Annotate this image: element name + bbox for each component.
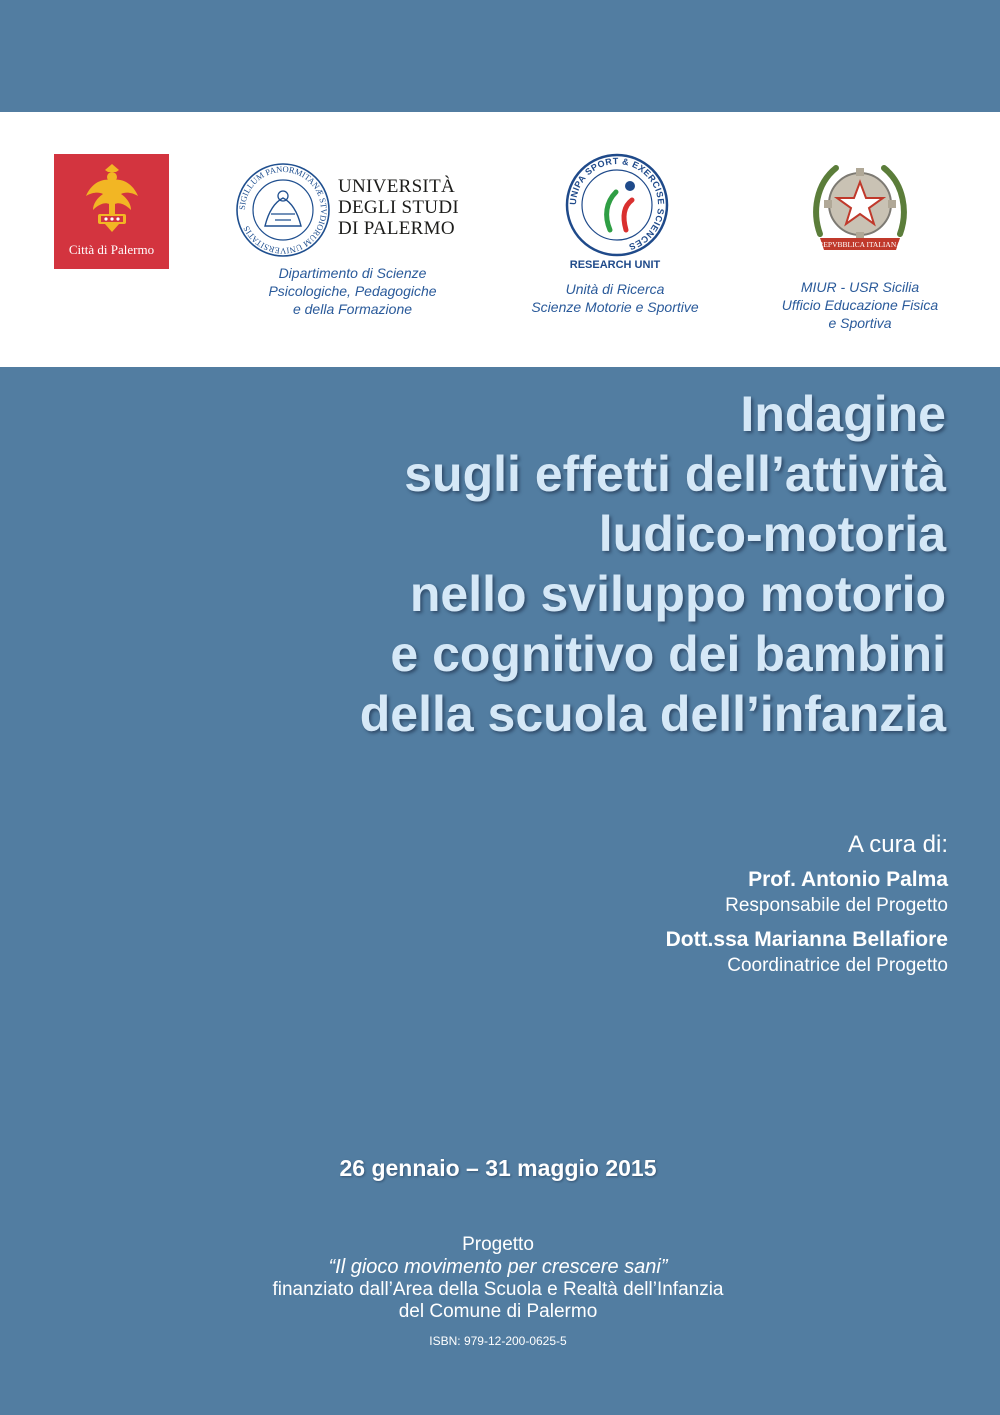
department-line: Dipartimento di Scienze (278, 265, 427, 281)
research-unit-line: Scienze Motorie e Sportive (531, 299, 699, 315)
citta-di-palermo-logo (54, 154, 169, 269)
miur-text (770, 278, 950, 332)
editor-role: Responsabile del Progetto (725, 895, 948, 916)
miur-line: e Sportiva (828, 315, 892, 331)
svg-text:SIGILLUM PANORMITANÆ STVDIORUM: SIGILLUM PANORMITANÆ STVDIORUM UNIVERSITATIS (236, 163, 330, 257)
editor-name: Prof. Antonio Palma (748, 868, 948, 891)
research-unit-text (515, 280, 715, 316)
project-footer (0, 1233, 996, 1349)
project-dates: 26 gennaio – 31 maggio 2015 (339, 1155, 657, 1181)
title-line: ludico-motoria (598, 506, 946, 562)
miur-line: MIUR - USR Sicilia (800, 279, 920, 295)
title-line: Indagine (740, 386, 946, 442)
unipa-name-line: DEGLI STUDI (338, 197, 459, 218)
editor-role: Coordinatrice del Progetto (727, 955, 948, 976)
palermo-eagle-icon (83, 162, 141, 234)
department-text (245, 264, 460, 318)
svg-text:UNIPA SPORT & EXERCISE SCIENCE: UNIPA SPORT & EXERCISE SCIENCES (567, 155, 667, 253)
research-unit-emblem-icon (564, 152, 670, 258)
isbn: ISBN: 979-12-200-0625-5 (429, 1334, 567, 1348)
department-line: e della Formazione (292, 301, 413, 317)
top-band (0, 0, 1000, 112)
document-title (46, 384, 946, 744)
unipa-name-line: UNIVERSITÀ (338, 176, 455, 197)
project-funder: del Comune di Palermo (398, 1301, 598, 1322)
project-label: Progetto (462, 1234, 534, 1255)
title-line: della scuola dell’infanzia (359, 686, 946, 742)
research-unit-label: RESEARCH UNIT (569, 259, 661, 271)
editor-name: Dott.ssa Marianna Bellafiore (665, 928, 948, 951)
palermo-caption: Città di Palermo (68, 242, 155, 257)
project-funding: finanziato dall’Area della Scuola e Realtà dell’Infanzia (272, 1279, 724, 1300)
unipa-seal-icon (235, 162, 331, 258)
curated-by-label: A cura di: (847, 831, 948, 858)
title-line: e cognitivo dei bambini (390, 626, 946, 682)
logo-strip (0, 112, 1000, 367)
research-unit-line: Unità di Ricerca (565, 281, 665, 297)
unipa-name (338, 176, 459, 239)
unipa-name-line: DI PALERMO (338, 218, 455, 239)
department-line: Psicologiche, Pedagogiche (268, 283, 437, 299)
editors-block (348, 828, 948, 986)
title-line: sugli effetti dell’attività (404, 446, 946, 502)
title-line: nello sviluppo motorio (409, 566, 946, 622)
svg-text:REPVBBLICA ITALIANA: REPVBBLICA ITALIANA (818, 240, 902, 249)
project-name: “Il gioco movimento per crescere sani” (328, 1256, 668, 1278)
repubblica-italiana-emblem-icon (806, 152, 914, 260)
miur-line: Ufficio Educazione Fisica (781, 297, 939, 313)
